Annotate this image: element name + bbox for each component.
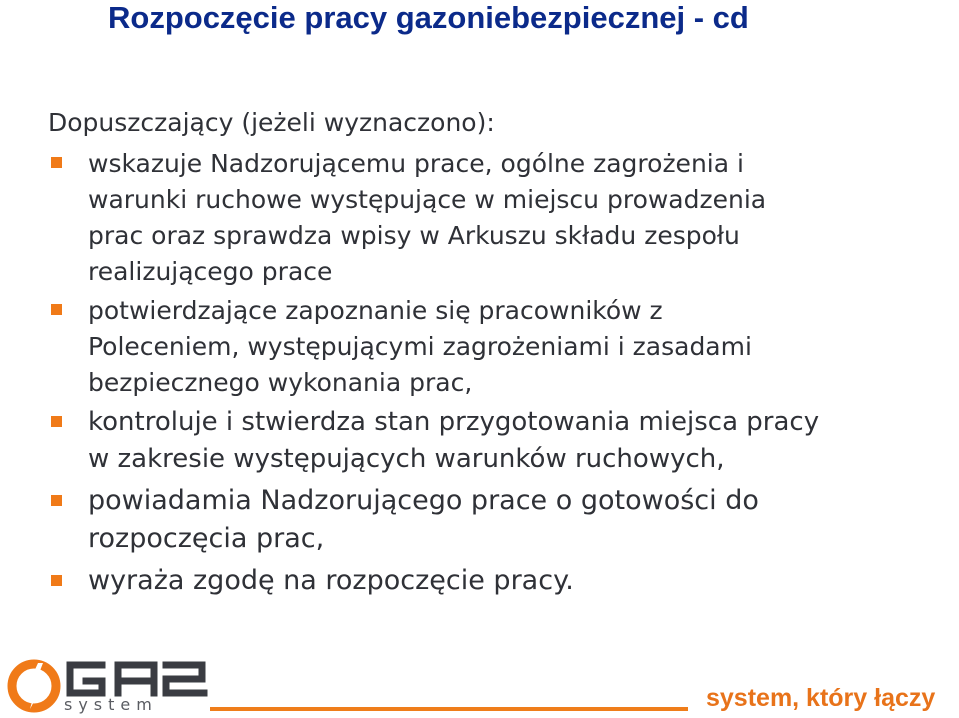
bullet-line: wskazuje Nadzorującemu prace, ogólne zagrożenia i [88,149,744,178]
bullet-line: Poleceniem, występującymi zagrożeniami i zasadami [88,332,752,361]
bullet-line: wyraża zgodę na rozpoczęcie pracy. [88,565,574,596]
bullet-square-icon [51,575,62,586]
footer-slogan: system, który łączy [706,684,936,712]
intro-text: Dopuszczający (jeżeli wyznaczono): [48,108,495,137]
bullet-list [0,146,959,600]
bullet-item [0,404,959,478]
bullet-square-icon [51,157,62,168]
bullet-line: rozpoczęcia prac, [88,523,325,554]
bullet-line: warunki ruchowe występujące w miejscu prowadzenia [88,185,767,214]
bullet-line: w zakresie występujących warunków ruchowych, [88,444,725,474]
bullet-line: powiadamia Nadzorującego prace o gotowości do [88,485,759,516]
bullet-line: realizującego prace [88,257,333,286]
footer-divider [210,707,688,711]
bullet-line: potwierdzające zapoznanie się pracowników z [88,296,663,325]
bullet-line: prac oraz sprawdza wpisy w Arkuszu składu zespołu [88,221,740,250]
bullet-square-icon [51,495,62,506]
bullet-line: kontroluje i stwierdza stan przygotowania miejsca pracy [88,407,820,437]
bullet-line: bezpiecznego wykonania prac, [88,368,473,397]
logo-subtitle: system [64,695,158,714]
slide-title: Rozpoczęcie pracy gazoniebezpiecznej - cd [108,0,749,35]
bullet-item [0,146,959,290]
footer [0,655,959,718]
gaz-logo-wordmark [62,659,212,699]
bullet-item [0,293,959,401]
bullet-square-icon [51,416,62,427]
bullet-square-icon [51,304,62,315]
bullet-item [0,482,959,558]
bullet-item [0,562,959,600]
flame-logo-icon [5,657,63,715]
